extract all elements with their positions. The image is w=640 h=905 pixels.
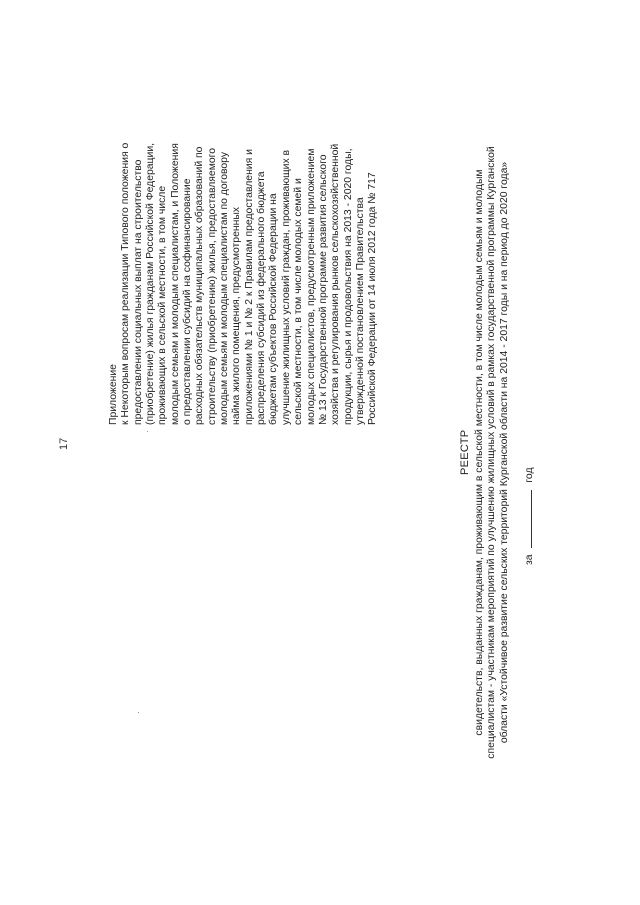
appendix-line: к Некоторым вопросам реализации Типового положения о xyxy=(120,142,132,425)
appendix-line: сельской местности, в том числе молодых семей и xyxy=(293,178,305,425)
appendix-line: № 13 к Государственной программе развития сельского xyxy=(317,154,329,425)
appendix-line: бюджетам субъектов Российской Федерации на xyxy=(268,193,280,425)
period-suffix: год xyxy=(524,467,535,483)
appendix-line: найма жилого помещения, предусмотренных xyxy=(231,207,243,425)
registry-description xyxy=(474,0,511,905)
appendix-line: утвержденной постановлением Правительства xyxy=(354,197,366,425)
appendix-heading: Приложение xyxy=(108,364,119,425)
scan-speck xyxy=(147,431,148,432)
registry-line: свидетельств, выданных гражданам, проживающим в сельской местности, в том числе молодым семьям и молодым xyxy=(474,169,485,736)
appendix-line: молодых специалистов, предусмотренным приложением xyxy=(305,148,317,425)
appendix-line: (приобретение) жилья гражданам Российской Федерации, xyxy=(145,142,157,425)
period-prefix: за xyxy=(524,554,535,565)
registry-title: РЕЕСТР xyxy=(459,429,471,475)
appendix-line: хозяйства и регулирования рынков сельскохозяйственной xyxy=(330,143,342,425)
appendix-line: улучшение жилищных условий граждан, проживающих в xyxy=(280,149,292,425)
appendix-line: продукции, сырья и продовольствия на 2013 - 2020 годы, xyxy=(342,148,354,425)
appendix-line: молодым семьям и молодым специалистам, и Положения xyxy=(169,143,181,425)
appendix-line: Российской Федерации от 14 июля 2012 года № 717 xyxy=(367,172,379,425)
appendix-line: строительству (приобретению) жилья, предоставляемого xyxy=(206,148,218,425)
scan-speck xyxy=(138,712,139,713)
page-number: 17 xyxy=(58,437,70,450)
appendix-line: проживающих в сельской местности, в том числе xyxy=(157,185,169,425)
appendix-line: предоставлении социальных выплат на строительство xyxy=(132,159,144,425)
appendix-line: распределения субсидий из федерального бюджета xyxy=(256,171,268,425)
registry-period xyxy=(522,467,536,565)
registry-line: специалистам - участникам мероприятий по улучшению жилищных условий в рамках государственной программы Курганской xyxy=(486,146,498,759)
period-blank-field xyxy=(522,490,532,548)
registry-line: области «Устойчивое развитие сельских территорий Курганской области на 2014 - 2017 годы и на период до 2020 года» xyxy=(498,161,510,744)
appendix-block xyxy=(108,5,380,425)
appendix-line: приложениями № 1 и № 2 к Правилам предоставления и xyxy=(243,149,255,425)
appendix-line: о предоставлении субсидий на софинансирование xyxy=(182,178,194,425)
appendix-line: расходных обязательств муниципальных образований по xyxy=(194,146,206,425)
appendix-line: молодым семьям и молодым специалистам по договору xyxy=(219,151,231,425)
